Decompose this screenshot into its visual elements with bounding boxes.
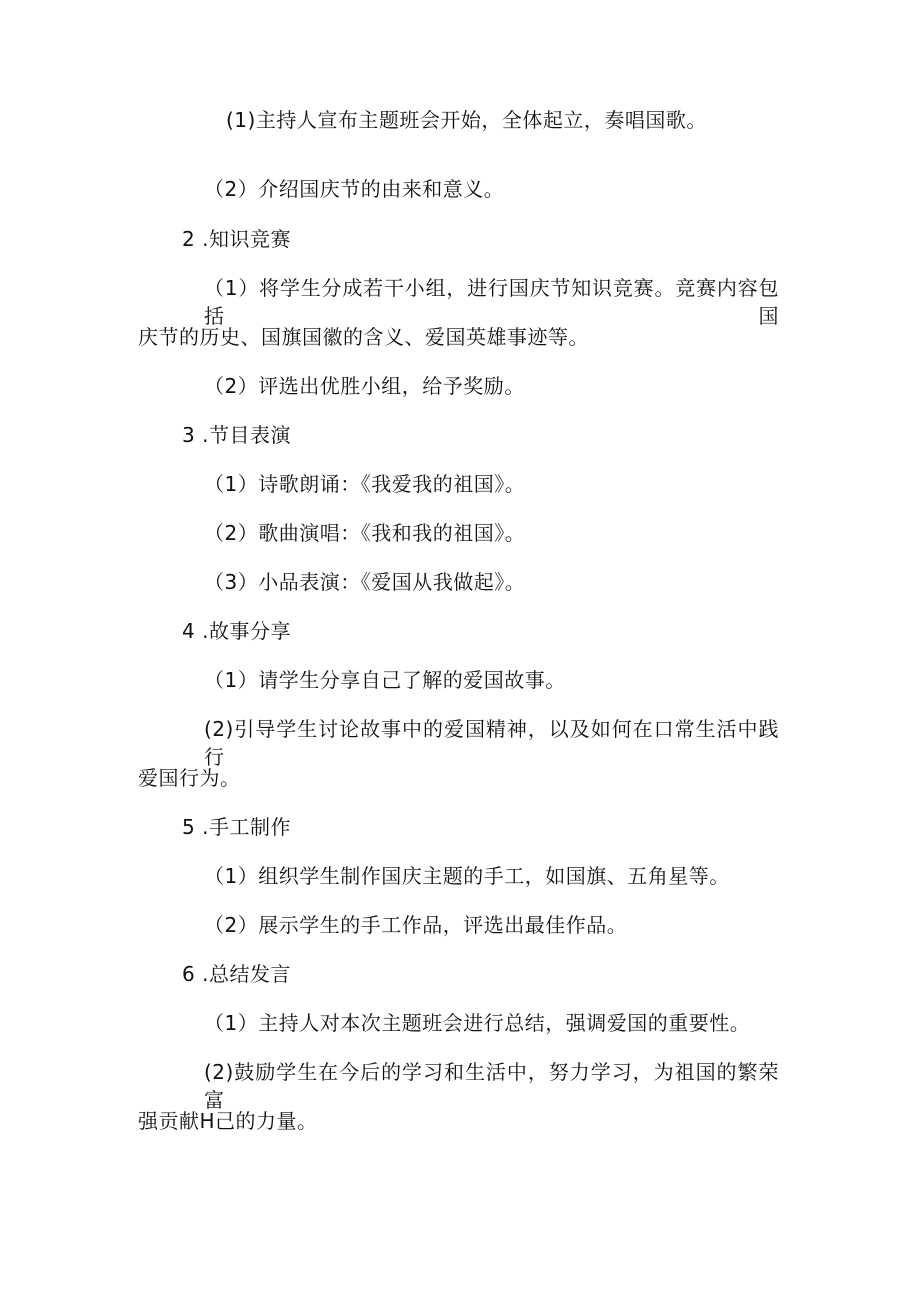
paragraph-line: (1)主持人宣布主题班会开始，全体起立，奏唱国歌。 <box>226 108 707 132</box>
paragraph-line: （2）评选出优胜小组，给予奖励。 <box>204 374 525 398</box>
paragraph-line: (2)引导学生讨论故事中的爱国精神，以及如何在口常生活中践行 <box>204 717 779 769</box>
paragraph-line: （1）诗歌朗诵：《我爱我的祖国》。 <box>204 472 526 496</box>
section-heading: 2 .知识竞赛 <box>182 227 291 251</box>
paragraph-line: 爱国行为。 <box>138 766 241 790</box>
paragraph-line: (2)鼓励学生在今后的学习和生活中，努力学习，为祖国的繁荣富 <box>204 1060 779 1112</box>
paragraph-line: （3）小品表演：《爱国从我做起》。 <box>204 570 526 594</box>
paragraph-line: （1）请学生分享自己了解的爱国故事。 <box>204 668 566 692</box>
section-heading: 4 .故事分享 <box>182 619 291 643</box>
paragraph-line: （2）展示学生的手工作品，评选出最佳作品。 <box>204 913 628 937</box>
paragraph-line: 庆节的历史、国旗国徽的含义、爱国英雄事迹等。 <box>138 325 589 349</box>
paragraph-line: 强贡献H己的力量。 <box>138 1109 318 1133</box>
paragraph-line: （1）主持人对本次主题班会进行总结，强调爱国的重要性。 <box>204 1011 751 1035</box>
section-heading: 6 .总结发言 <box>182 962 291 986</box>
section-heading: 3 .节目表演 <box>182 423 291 447</box>
section-heading: 5 .手工制作 <box>182 815 291 839</box>
paragraph-line: （2）介绍国庆节的由来和意义。 <box>204 177 505 201</box>
paragraph-line: （2）歌曲演唱：《我和我的祖国》。 <box>204 521 526 545</box>
paragraph-line: （1）组织学生制作国庆主题的手工，如国旗、五角星等。 <box>204 864 730 888</box>
paragraph-line: （1）将学生分成若干小组，进行国庆节知识竞赛。竞赛内容包括国 <box>204 276 779 328</box>
